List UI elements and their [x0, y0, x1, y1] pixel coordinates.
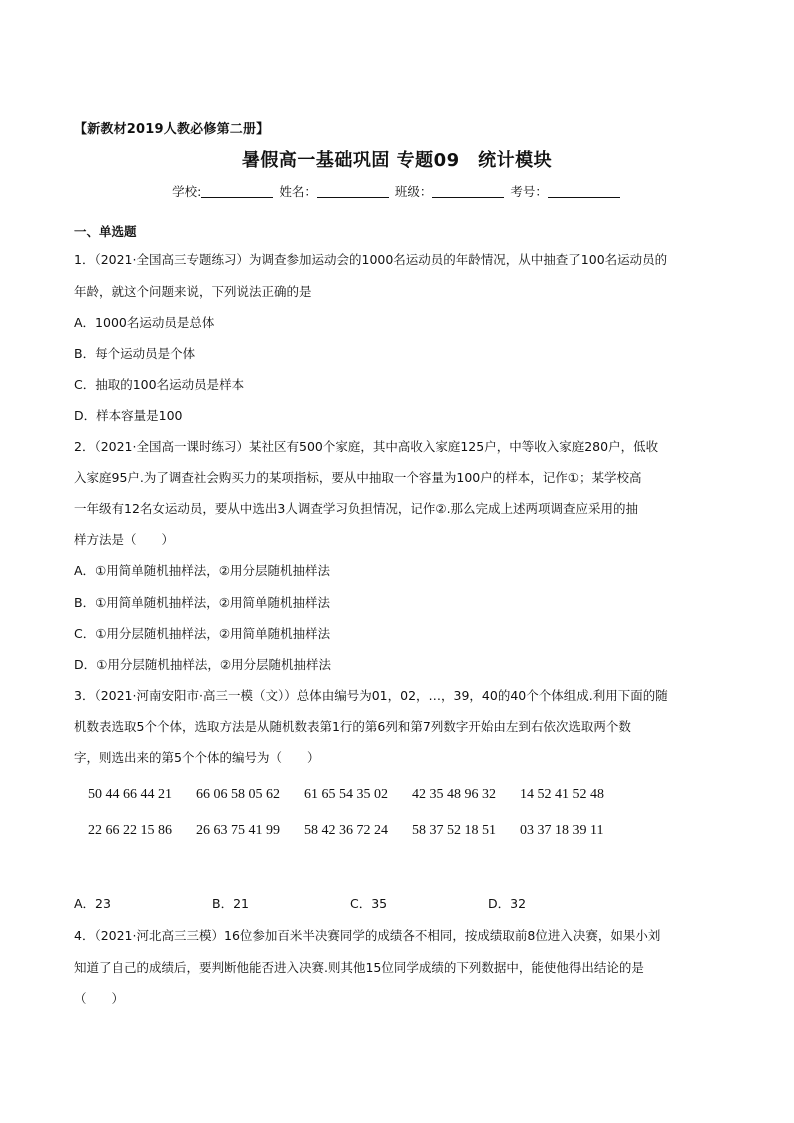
q3-options-row — [74, 894, 626, 912]
class-label: 班级： — [394, 184, 433, 199]
q1-option-b: B．每个运动员是个体 — [74, 346, 196, 361]
q3-option-a: A．23 — [74, 896, 111, 911]
q2-option-c: C．①用分层随机抽样法，②用简单随机抽样法 — [74, 626, 331, 641]
page-title: 暑假高一基础巩固 专题09 统计模块 — [241, 150, 553, 171]
random-number-group: 03 37 18 39 11 — [520, 823, 604, 838]
q3-option-c: C．35 — [350, 896, 388, 911]
textbook-tag: 【新教材2019人教必修第二册】 — [74, 122, 270, 137]
random-number-group: 58 42 36 72 24 — [304, 823, 388, 838]
exam-number-label: 考号： — [510, 184, 548, 199]
name-blank — [317, 185, 389, 198]
random-number-group: 50 44 66 44 21 — [88, 787, 172, 802]
random-number-group: 26 63 75 41 99 — [196, 823, 280, 838]
name-label: 姓名： — [279, 184, 317, 199]
q4-stem-line: 4．（2021·河北高三三模）16位参加百米半决赛同学的成绩各不相同，按成绩取前8位进入决赛，如果小刘 — [74, 928, 661, 943]
random-number-row — [88, 823, 628, 839]
q2-option-a: A．①用简单随机抽样法，②用分层随机抽样法 — [74, 563, 330, 578]
q2-stem-line: 样方法是（ ） — [74, 532, 175, 547]
q1-stem-line: 年龄，就这个问题来说，下列说法正确的是 — [74, 284, 312, 299]
random-number-group: 22 66 22 15 86 — [88, 823, 172, 838]
q3-stem-line: 字，则选出来的第5个个体的编号为（ ） — [74, 750, 320, 765]
random-number-group: 42 35 48 96 32 — [412, 787, 496, 802]
q1-stem-line: 1．（2021·全国高三专题练习）为调查参加运动会的1000名运动员的年龄情况，从中抽查了100名运动员的 — [74, 252, 668, 267]
school-blank — [201, 185, 273, 198]
random-number-group: 58 37 52 18 51 — [412, 823, 496, 838]
q2-option-b: B．①用简单随机抽样法，②用简单随机抽样法 — [74, 595, 330, 610]
q2-stem-line: 入家庭95户.为了调查社会购买力的某项指标，要从中抽取一个容量为100户的样本，记作①；某学校高 — [74, 470, 642, 485]
class-blank — [432, 185, 504, 198]
q3-option-b: B．21 — [212, 896, 249, 911]
random-number-row — [88, 787, 628, 803]
q1-option-d: D．样本容量是100 — [74, 408, 183, 423]
q3-stem-line: 机数表选取5个个体，选取方法是从随机数表第1行的第6列和第7列数字开始由左到右依次选取两个数 — [74, 719, 631, 734]
q3-option-d: D．32 — [488, 896, 527, 911]
student-info-fields — [0, 182, 794, 200]
q1-option-c: C．抽取的100名运动员是样本 — [74, 377, 245, 392]
random-number-group: 61 65 54 35 02 — [304, 787, 388, 802]
q2-stem-line: 2．（2021·全国高一课时练习）某社区有500个家庭，其中高收入家庭125户，中等收入家庭280户，低收 — [74, 439, 659, 454]
random-number-group: 66 06 58 05 62 — [196, 787, 280, 802]
q4-stem-line: 知道了自己的成绩后，要判断他能否进入决赛.则其他15位同学成绩的下列数据中，能使他得出结论的是 — [74, 960, 644, 975]
q1-option-a: A．1000名运动员是总体 — [74, 315, 215, 330]
q2-option-d: D．①用分层随机抽样法，②用分层随机抽样法 — [74, 657, 332, 672]
exam-number-blank — [548, 185, 620, 198]
section-heading: 一、单选题 — [74, 224, 137, 239]
q2-stem-line: 一年级有12名女运动员，要从中选出3人调查学习负担情况，记作②.那么完成上述两项调查应采用的抽 — [74, 501, 639, 516]
q4-stem-line: （ ） — [74, 991, 125, 1006]
school-label: 学校: — [172, 184, 202, 199]
random-number-group: 14 52 41 52 48 — [520, 787, 604, 802]
q3-stem-line: 3．（2021·河南安阳市·高三一模（文））总体由编号为01，02，…，39，40的40个个体组成.利用下面的随 — [74, 688, 668, 703]
